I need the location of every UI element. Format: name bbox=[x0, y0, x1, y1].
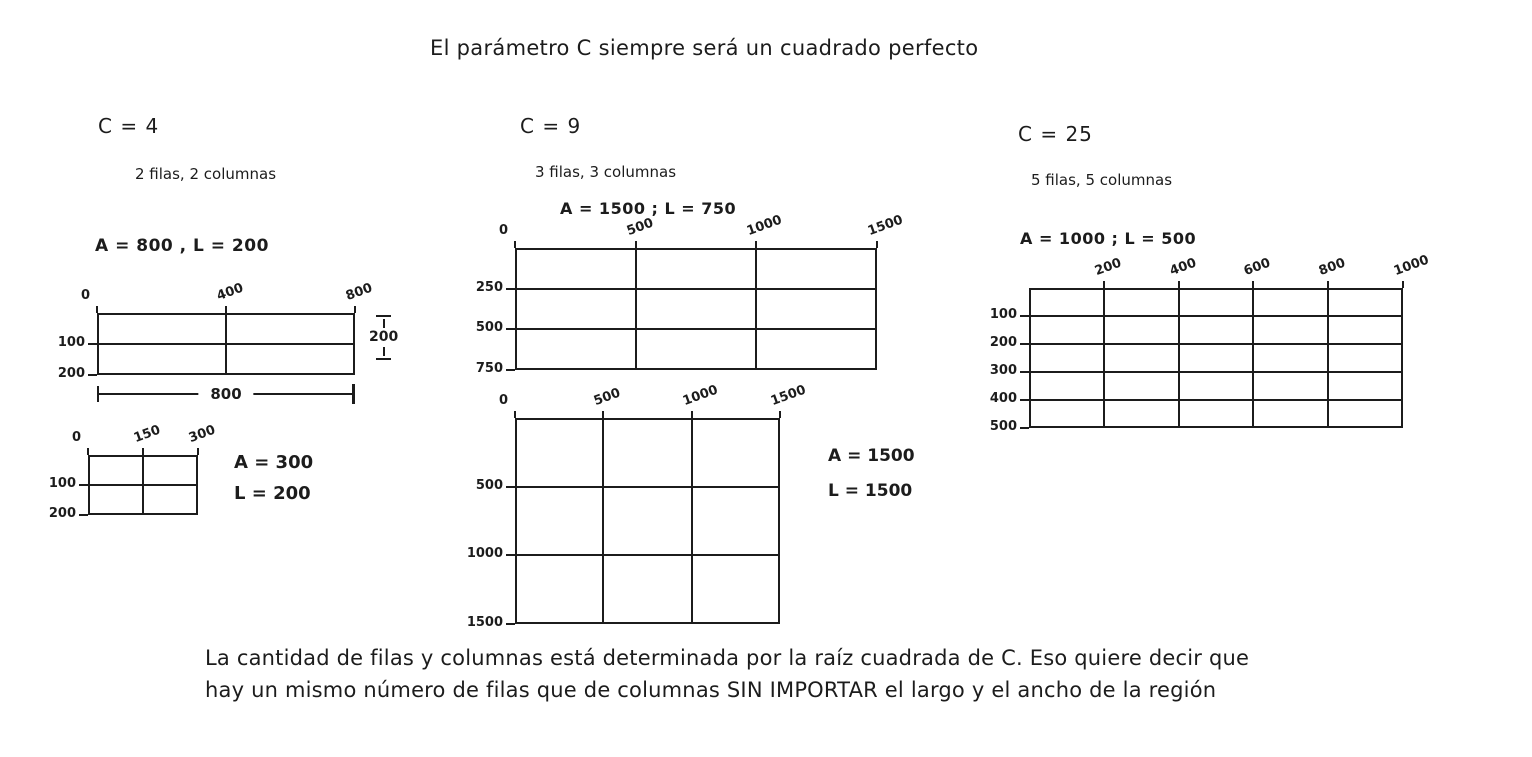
side-dims-c9-square-area: A = 1500 bbox=[828, 446, 915, 466]
rows-cols-label-c25: 5 filas, 5 columnas bbox=[1031, 171, 1173, 189]
grid-line-horizontal bbox=[88, 484, 198, 486]
grid-line-horizontal bbox=[1029, 315, 1403, 317]
y-tick-label: 100 bbox=[57, 335, 85, 350]
y-tick-label: 500 bbox=[475, 477, 503, 493]
y-tick-mark bbox=[1020, 371, 1029, 373]
dims-label-c9: A = 1500 ; L = 750 bbox=[560, 199, 737, 218]
x-tick-label: 500 bbox=[592, 385, 623, 409]
grid-c25-wide bbox=[989, 252, 1432, 434]
y-tick-mark bbox=[506, 328, 515, 330]
y-tick-label: 200 bbox=[989, 335, 1017, 350]
bracket-bottom-cap bbox=[376, 358, 391, 360]
x-tick-mark bbox=[225, 306, 227, 313]
x-tick-mark bbox=[779, 411, 781, 418]
grid-line-vertical bbox=[1178, 288, 1180, 428]
y-tick-mark bbox=[1020, 343, 1029, 345]
rows-cols-label-c9: 3 filas, 3 columnas bbox=[535, 163, 677, 181]
bracket-line bbox=[383, 347, 385, 356]
x-tick-label: 800 bbox=[343, 280, 375, 304]
x-tick-mark bbox=[1103, 281, 1105, 288]
y-tick-mark bbox=[1020, 427, 1029, 429]
side-dims-c4-small-area: A = 300 bbox=[234, 452, 314, 473]
grid-line-horizontal bbox=[1029, 343, 1403, 345]
grid-outline bbox=[1029, 288, 1403, 428]
x-tick-label: 500 bbox=[624, 215, 656, 239]
y-tick-label: 200 bbox=[48, 506, 76, 521]
grid-c4-wide bbox=[57, 280, 399, 403]
bracket-left-cap bbox=[97, 386, 99, 402]
y-tick-mark bbox=[506, 486, 515, 488]
x-tick-mark bbox=[635, 241, 637, 248]
y-tick-label: 400 bbox=[989, 391, 1017, 406]
y-tick-mark bbox=[506, 554, 515, 556]
width-dimension-label: 800 bbox=[198, 385, 253, 403]
x-tick-mark bbox=[1252, 281, 1254, 288]
x-tick-label: 0 bbox=[499, 393, 509, 408]
y-tick-label: 500 bbox=[475, 320, 503, 336]
y-tick-mark bbox=[1020, 399, 1029, 401]
x-tick-label: 400 bbox=[1167, 255, 1199, 279]
y-tick-label: 200 bbox=[57, 366, 85, 381]
dims-label-c4: A = 800 , L = 200 bbox=[95, 236, 269, 256]
bracket-right-cap bbox=[352, 384, 355, 404]
grid-line-vertical bbox=[635, 248, 637, 370]
y-tick-label: 500 bbox=[989, 419, 1017, 434]
bracket-line bbox=[383, 319, 385, 328]
y-tick-mark bbox=[506, 369, 515, 371]
x-tick-mark bbox=[691, 411, 693, 418]
y-tick-label: 750 bbox=[475, 361, 503, 376]
y-tick-label: 250 bbox=[475, 279, 503, 295]
x-tick-label: 300 bbox=[186, 422, 218, 446]
y-tick-mark bbox=[79, 514, 88, 516]
grid-line-horizontal bbox=[515, 554, 780, 556]
y-tick-label: 1500 bbox=[466, 615, 503, 630]
y-tick-mark bbox=[506, 288, 515, 290]
x-tick-label: 1500 bbox=[865, 212, 906, 239]
grid-outline bbox=[515, 418, 780, 624]
height-dimension-bracket bbox=[369, 315, 398, 375]
x-tick-mark bbox=[1402, 281, 1404, 288]
x-tick-label: 1000 bbox=[680, 382, 720, 409]
width-dimension-bracket bbox=[97, 384, 355, 404]
side-dims-c4-small bbox=[234, 447, 313, 509]
x-tick-label: 1000 bbox=[745, 212, 785, 239]
bracket-top-cap bbox=[376, 315, 391, 317]
y-tick-label: 1000 bbox=[466, 546, 503, 562]
grid-line-vertical bbox=[602, 418, 604, 624]
grid-line-horizontal bbox=[515, 486, 780, 488]
x-tick-mark bbox=[514, 411, 516, 418]
grid-outline bbox=[515, 248, 877, 370]
x-tick-label: 800 bbox=[1317, 255, 1348, 279]
grid-line-vertical bbox=[1252, 288, 1254, 428]
x-tick-label: 600 bbox=[1242, 255, 1273, 279]
x-tick-label: 1500 bbox=[768, 382, 809, 409]
dims-label-c25: A = 1000 ; L = 500 bbox=[1020, 229, 1197, 248]
grid-line-horizontal bbox=[1029, 399, 1403, 401]
grid-c9-wide bbox=[475, 212, 906, 376]
y-tick-label: 100 bbox=[989, 307, 1017, 322]
grid-line-vertical bbox=[1103, 288, 1105, 428]
y-tick-mark bbox=[79, 484, 88, 486]
grid-line-horizontal bbox=[515, 288, 877, 290]
y-tick-mark bbox=[1020, 315, 1029, 317]
x-tick-mark bbox=[197, 448, 199, 455]
footer-note-line2: hay un mismo número de filas que de columnas SIN IMPORTAR el largo y el ancho de la región bbox=[205, 678, 1217, 702]
c-value-label-c25: C = 25 bbox=[1018, 122, 1093, 146]
x-tick-label: 0 bbox=[499, 223, 509, 238]
grid-c9-square bbox=[466, 382, 809, 630]
x-tick-mark bbox=[354, 306, 356, 313]
x-tick-mark bbox=[142, 448, 144, 455]
x-tick-label: 150 bbox=[131, 422, 163, 446]
page-title: El parámetro C siempre será un cuadrado perfecto bbox=[430, 36, 979, 60]
x-tick-mark bbox=[602, 411, 604, 418]
grid-c4-small bbox=[48, 422, 218, 521]
grid-line-vertical bbox=[1327, 288, 1329, 428]
c-value-label-c4: C = 4 bbox=[98, 114, 160, 138]
y-tick-mark bbox=[88, 343, 97, 345]
x-tick-mark bbox=[755, 241, 757, 248]
height-dimension-label: 200 bbox=[369, 329, 399, 345]
x-tick-label: 200 bbox=[1092, 255, 1124, 279]
x-tick-label: 0 bbox=[72, 430, 82, 445]
footer-note-line1: La cantidad de filas y columnas está determinada por la raíz cuadrada de C. Eso quiere decir que bbox=[205, 646, 1250, 670]
y-tick-label: 100 bbox=[48, 476, 76, 491]
x-tick-mark bbox=[514, 241, 516, 248]
grid-line-vertical bbox=[691, 418, 693, 624]
y-tick-mark bbox=[88, 374, 97, 376]
x-tick-label: 0 bbox=[81, 288, 91, 303]
grid-line-horizontal bbox=[97, 343, 355, 345]
y-tick-mark bbox=[506, 623, 515, 625]
x-tick-mark bbox=[876, 241, 878, 248]
x-tick-mark bbox=[1327, 281, 1329, 288]
x-tick-mark bbox=[96, 306, 98, 313]
x-tick-mark bbox=[87, 448, 89, 455]
x-tick-label: 1000 bbox=[1391, 252, 1432, 279]
y-tick-label: 300 bbox=[989, 363, 1017, 378]
grid-line-vertical bbox=[755, 248, 757, 370]
c-value-label-c9: C = 9 bbox=[520, 114, 582, 138]
side-dims-c9-square-length: L = 1500 bbox=[828, 481, 913, 501]
side-dims-c4-small-length: L = 200 bbox=[234, 483, 311, 504]
grid-line-horizontal bbox=[515, 328, 877, 330]
grid-line-horizontal bbox=[1029, 371, 1403, 373]
side-dims-c9-square bbox=[828, 439, 915, 509]
x-tick-label: 400 bbox=[214, 280, 246, 304]
x-tick-mark bbox=[1178, 281, 1180, 288]
rows-cols-label-c4: 2 filas, 2 columnas bbox=[135, 165, 277, 183]
